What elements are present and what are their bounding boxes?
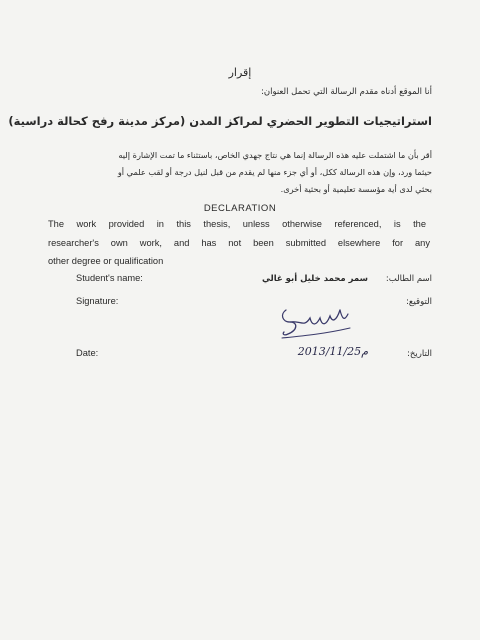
arabic-declaration-line: حيثما ورد، وإن هذه الرسالة ككل، أو أي جزء منها لم يقدم من قبل لنيل درجة أو لقب علمي أو [117, 167, 432, 177]
date-label-arabic: التاريخ: [407, 349, 432, 359]
date-label: Date: [76, 348, 99, 358]
english-declaration-line: other degree or qualification [48, 256, 164, 266]
student-name-value: سمر محمد خليل أبو غالي [261, 274, 368, 284]
signature-label-arabic: التوقيع: [406, 297, 432, 307]
thesis-title: استراتيجيات التطوير الحضري لمراكز المدن (مركز مدينة رفح كحالة دراسية) [8, 114, 432, 128]
date-value: 2013/11/25م [297, 345, 368, 358]
english-declaration-line: The work provided in this thesis, unless otherwise referenced, is the [48, 219, 426, 229]
declaration-heading: DECLARATION [203, 203, 277, 214]
arabic-declaration-line: أقر بأن ما اشتملت عليه هذه الرسالة إنما هي نتاج جهدي الخاص، باستثناء ما تمت الإشارة إليه [118, 150, 432, 160]
english-declaration-line: researcher's own work, and has not been submitted elsewhere for any [48, 238, 430, 248]
student-name-label-arabic: اسم الطالب: [385, 274, 432, 284]
intro-text-arabic: أنا الموقع أدناه مقدم الرسالة التي تحمل العنوان: [261, 87, 432, 97]
page-title-arabic: إقرار [228, 66, 252, 79]
signature-label: Signature: [76, 296, 119, 306]
student-name-label: Student's name: [76, 273, 143, 283]
arabic-declaration-line: بحثي لدى أية مؤسسة تعليمية أو بحثية أخرى. [280, 184, 432, 194]
handwritten-signature [278, 300, 354, 342]
